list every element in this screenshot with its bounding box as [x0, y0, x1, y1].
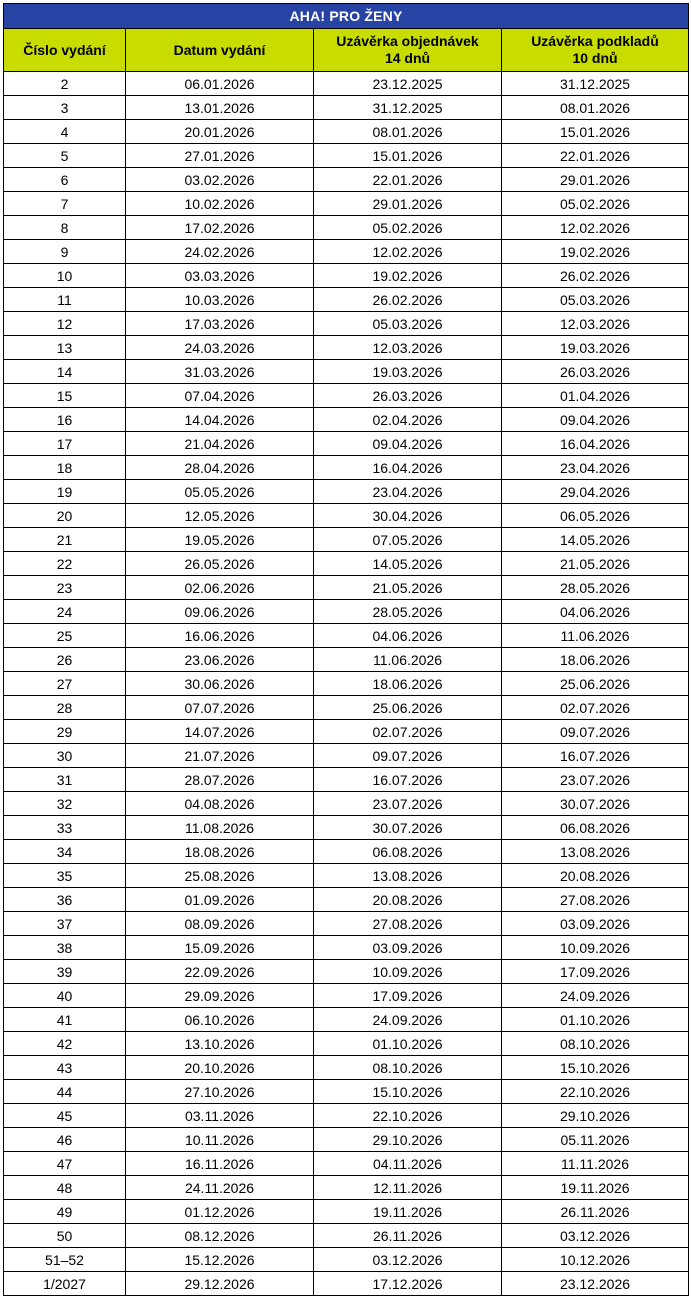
cell-issue-number: 45	[4, 1104, 126, 1128]
cell-issue-number: 20	[4, 504, 126, 528]
header-line: Číslo vydání	[23, 41, 106, 58]
cell-order-deadline: 04.06.2026	[314, 624, 502, 648]
cell-material-deadline: 17.09.2026	[502, 960, 689, 984]
table-row	[4, 120, 689, 144]
cell-material-deadline: 01.10.2026	[502, 1008, 689, 1032]
cell-issue-date: 29.09.2026	[126, 984, 314, 1008]
cell-issue-date: 24.11.2026	[126, 1176, 314, 1200]
table-row	[4, 912, 689, 936]
cell-material-deadline: 12.02.2026	[502, 216, 689, 240]
table-row	[4, 336, 689, 360]
cell-issue-number: 23	[4, 576, 126, 600]
table-row	[4, 552, 689, 576]
cell-issue-date: 28.07.2026	[126, 768, 314, 792]
table-row	[4, 288, 689, 312]
cell-order-deadline: 19.03.2026	[314, 360, 502, 384]
table-row	[4, 1008, 689, 1032]
table-row	[4, 312, 689, 336]
cell-issue-number: 27	[4, 672, 126, 696]
cell-issue-number: 10	[4, 264, 126, 288]
issue-schedule-table	[3, 3, 689, 1296]
cell-issue-date: 17.02.2026	[126, 216, 314, 240]
cell-order-deadline: 04.11.2026	[314, 1152, 502, 1176]
cell-material-deadline: 03.12.2026	[502, 1224, 689, 1248]
table-row	[4, 1056, 689, 1080]
cell-material-deadline: 09.04.2026	[502, 408, 689, 432]
cell-order-deadline: 12.11.2026	[314, 1176, 502, 1200]
cell-order-deadline: 30.04.2026	[314, 504, 502, 528]
cell-material-deadline: 10.12.2026	[502, 1248, 689, 1272]
cell-issue-date: 26.05.2026	[126, 552, 314, 576]
table-row	[4, 264, 689, 288]
cell-issue-date: 29.12.2026	[126, 1272, 314, 1296]
cell-order-deadline: 09.04.2026	[314, 432, 502, 456]
cell-material-deadline: 23.07.2026	[502, 768, 689, 792]
cell-material-deadline: 06.08.2026	[502, 816, 689, 840]
cell-material-deadline: 27.08.2026	[502, 888, 689, 912]
cell-order-deadline: 24.09.2026	[314, 1008, 502, 1032]
cell-issue-date: 01.12.2026	[126, 1200, 314, 1224]
cell-issue-number: 49	[4, 1200, 126, 1224]
cell-issue-number: 24	[4, 600, 126, 624]
cell-order-deadline: 16.04.2026	[314, 456, 502, 480]
cell-issue-date: 03.11.2026	[126, 1104, 314, 1128]
cell-issue-date: 14.04.2026	[126, 408, 314, 432]
cell-order-deadline: 25.06.2026	[314, 696, 502, 720]
cell-issue-date: 28.04.2026	[126, 456, 314, 480]
table-row	[4, 1152, 689, 1176]
cell-issue-number: 9	[4, 240, 126, 264]
cell-order-deadline: 26.11.2026	[314, 1224, 502, 1248]
cell-issue-date: 06.01.2026	[126, 72, 314, 96]
table-row	[4, 1128, 689, 1152]
cell-issue-date: 02.06.2026	[126, 576, 314, 600]
header-subline: 14 dnů	[384, 50, 431, 66]
cell-issue-number: 30	[4, 744, 126, 768]
cell-issue-number: 50	[4, 1224, 126, 1248]
cell-issue-date: 13.10.2026	[126, 1032, 314, 1056]
cell-order-deadline: 12.03.2026	[314, 336, 502, 360]
table-row	[4, 792, 689, 816]
table-row	[4, 648, 689, 672]
cell-material-deadline: 02.07.2026	[502, 696, 689, 720]
cell-issue-number: 38	[4, 936, 126, 960]
table-row	[4, 576, 689, 600]
cell-material-deadline: 26.11.2026	[502, 1200, 689, 1224]
cell-issue-number: 15	[4, 384, 126, 408]
cell-order-deadline: 23.04.2026	[314, 480, 502, 504]
cell-issue-number: 11	[4, 288, 126, 312]
cell-order-deadline: 02.07.2026	[314, 720, 502, 744]
cell-issue-date: 20.01.2026	[126, 120, 314, 144]
cell-issue-date: 17.03.2026	[126, 312, 314, 336]
cell-order-deadline: 23.07.2026	[314, 792, 502, 816]
cell-material-deadline: 26.02.2026	[502, 264, 689, 288]
cell-order-deadline: 20.08.2026	[314, 888, 502, 912]
cell-issue-date: 20.10.2026	[126, 1056, 314, 1080]
table-row	[4, 240, 689, 264]
table-row	[4, 1104, 689, 1128]
cell-order-deadline: 19.11.2026	[314, 1200, 502, 1224]
cell-material-deadline: 01.04.2026	[502, 384, 689, 408]
cell-issue-date: 11.08.2026	[126, 816, 314, 840]
cell-order-deadline: 29.10.2026	[314, 1128, 502, 1152]
cell-issue-number: 43	[4, 1056, 126, 1080]
cell-order-deadline: 02.04.2026	[314, 408, 502, 432]
cell-issue-number: 36	[4, 888, 126, 912]
header-issue-date	[126, 29, 314, 72]
cell-issue-number: 44	[4, 1080, 126, 1104]
cell-material-deadline: 23.12.2026	[502, 1272, 689, 1296]
cell-material-deadline: 25.06.2026	[502, 672, 689, 696]
cell-issue-date: 18.08.2026	[126, 840, 314, 864]
cell-issue-date: 15.12.2026	[126, 1248, 314, 1272]
cell-issue-number: 5	[4, 144, 126, 168]
table-row	[4, 600, 689, 624]
cell-material-deadline: 22.10.2026	[502, 1080, 689, 1104]
cell-issue-number: 51–52	[4, 1248, 126, 1272]
cell-order-deadline: 17.12.2026	[314, 1272, 502, 1296]
cell-issue-number: 31	[4, 768, 126, 792]
table-row	[4, 672, 689, 696]
cell-material-deadline: 31.12.2025	[502, 72, 689, 96]
cell-material-deadline: 23.04.2026	[502, 456, 689, 480]
cell-issue-number: 46	[4, 1128, 126, 1152]
table-row	[4, 1080, 689, 1104]
cell-material-deadline: 24.09.2026	[502, 984, 689, 1008]
cell-order-deadline: 03.09.2026	[314, 936, 502, 960]
cell-order-deadline: 09.07.2026	[314, 744, 502, 768]
schedule-sheet	[3, 3, 688, 1296]
cell-issue-date: 08.12.2026	[126, 1224, 314, 1248]
cell-issue-date: 24.03.2026	[126, 336, 314, 360]
cell-issue-date: 15.09.2026	[126, 936, 314, 960]
cell-material-deadline: 04.06.2026	[502, 600, 689, 624]
cell-issue-date: 24.02.2026	[126, 240, 314, 264]
cell-issue-number: 48	[4, 1176, 126, 1200]
cell-issue-date: 16.06.2026	[126, 624, 314, 648]
cell-order-deadline: 30.07.2026	[314, 816, 502, 840]
cell-issue-date: 03.03.2026	[126, 264, 314, 288]
cell-issue-date: 27.10.2026	[126, 1080, 314, 1104]
cell-order-deadline: 22.01.2026	[314, 168, 502, 192]
cell-order-deadline: 12.02.2026	[314, 240, 502, 264]
cell-issue-date: 10.02.2026	[126, 192, 314, 216]
cell-order-deadline: 15.10.2026	[314, 1080, 502, 1104]
cell-issue-number: 12	[4, 312, 126, 336]
cell-material-deadline: 06.05.2026	[502, 504, 689, 528]
cell-material-deadline: 21.05.2026	[502, 552, 689, 576]
cell-order-deadline: 01.10.2026	[314, 1032, 502, 1056]
cell-issue-number: 7	[4, 192, 126, 216]
cell-issue-number: 34	[4, 840, 126, 864]
table-row	[4, 960, 689, 984]
table-row	[4, 720, 689, 744]
cell-issue-number: 4	[4, 120, 126, 144]
cell-issue-date: 30.06.2026	[126, 672, 314, 696]
cell-material-deadline: 16.07.2026	[502, 744, 689, 768]
title-row	[4, 4, 689, 29]
cell-material-deadline: 29.01.2026	[502, 168, 689, 192]
cell-issue-number: 22	[4, 552, 126, 576]
table-row	[4, 360, 689, 384]
cell-issue-number: 35	[4, 864, 126, 888]
cell-order-deadline: 16.07.2026	[314, 768, 502, 792]
cell-issue-date: 10.11.2026	[126, 1128, 314, 1152]
cell-material-deadline: 29.04.2026	[502, 480, 689, 504]
cell-order-deadline: 19.02.2026	[314, 264, 502, 288]
cell-issue-number: 37	[4, 912, 126, 936]
cell-order-deadline: 05.02.2026	[314, 216, 502, 240]
cell-order-deadline: 28.05.2026	[314, 600, 502, 624]
cell-issue-date: 23.06.2026	[126, 648, 314, 672]
table-row	[4, 744, 689, 768]
cell-material-deadline: 15.10.2026	[502, 1056, 689, 1080]
cell-issue-date: 19.05.2026	[126, 528, 314, 552]
cell-order-deadline: 08.10.2026	[314, 1056, 502, 1080]
cell-issue-number: 19	[4, 480, 126, 504]
cell-issue-date: 14.07.2026	[126, 720, 314, 744]
cell-order-deadline: 11.06.2026	[314, 648, 502, 672]
header-line: Uzávěrka podkladů	[531, 33, 659, 49]
table-row	[4, 384, 689, 408]
cell-order-deadline: 06.08.2026	[314, 840, 502, 864]
cell-issue-date: 13.01.2026	[126, 96, 314, 120]
cell-issue-date: 03.02.2026	[126, 168, 314, 192]
cell-material-deadline: 11.06.2026	[502, 624, 689, 648]
cell-issue-number: 47	[4, 1152, 126, 1176]
cell-order-deadline: 10.09.2026	[314, 960, 502, 984]
cell-material-deadline: 20.08.2026	[502, 864, 689, 888]
cell-material-deadline: 19.03.2026	[502, 336, 689, 360]
table-body	[4, 72, 689, 1296]
cell-issue-number: 13	[4, 336, 126, 360]
cell-issue-number: 16	[4, 408, 126, 432]
cell-issue-date: 21.04.2026	[126, 432, 314, 456]
cell-material-deadline: 13.08.2026	[502, 840, 689, 864]
cell-issue-number: 32	[4, 792, 126, 816]
cell-issue-date: 10.03.2026	[126, 288, 314, 312]
cell-order-deadline: 17.09.2026	[314, 984, 502, 1008]
cell-issue-number: 2	[4, 72, 126, 96]
table-row	[4, 456, 689, 480]
cell-material-deadline: 19.11.2026	[502, 1176, 689, 1200]
cell-material-deadline: 09.07.2026	[502, 720, 689, 744]
cell-material-deadline: 28.05.2026	[502, 576, 689, 600]
table-row	[4, 168, 689, 192]
cell-material-deadline: 29.10.2026	[502, 1104, 689, 1128]
cell-material-deadline: 08.10.2026	[502, 1032, 689, 1056]
cell-issue-date: 09.06.2026	[126, 600, 314, 624]
table-row	[4, 1032, 689, 1056]
cell-material-deadline: 26.03.2026	[502, 360, 689, 384]
cell-material-deadline: 22.01.2026	[502, 144, 689, 168]
cell-order-deadline: 26.03.2026	[314, 384, 502, 408]
cell-material-deadline: 18.06.2026	[502, 648, 689, 672]
cell-issue-number: 1/2027	[4, 1272, 126, 1296]
table-row	[4, 96, 689, 120]
cell-issue-date: 07.04.2026	[126, 384, 314, 408]
table-row	[4, 1224, 689, 1248]
table-row	[4, 216, 689, 240]
table-row	[4, 72, 689, 96]
cell-order-deadline: 14.05.2026	[314, 552, 502, 576]
cell-issue-number: 41	[4, 1008, 126, 1032]
cell-material-deadline: 05.11.2026	[502, 1128, 689, 1152]
cell-issue-number: 39	[4, 960, 126, 984]
cell-issue-date: 04.08.2026	[126, 792, 314, 816]
cell-issue-number: 40	[4, 984, 126, 1008]
header-issue-number	[4, 29, 126, 72]
cell-material-deadline: 15.01.2026	[502, 120, 689, 144]
cell-material-deadline: 30.07.2026	[502, 792, 689, 816]
cell-issue-date: 27.01.2026	[126, 144, 314, 168]
cell-material-deadline: 03.09.2026	[502, 912, 689, 936]
cell-issue-number: 28	[4, 696, 126, 720]
cell-issue-date: 21.07.2026	[126, 744, 314, 768]
cell-issue-date: 12.05.2026	[126, 504, 314, 528]
table-row	[4, 1272, 689, 1296]
cell-order-deadline: 08.01.2026	[314, 120, 502, 144]
header-row	[4, 29, 689, 72]
table-row	[4, 864, 689, 888]
header-subline: 10 dnů	[572, 50, 618, 66]
cell-order-deadline: 05.03.2026	[314, 312, 502, 336]
cell-issue-number: 21	[4, 528, 126, 552]
cell-order-deadline: 22.10.2026	[314, 1104, 502, 1128]
header-material-deadline	[502, 29, 689, 72]
cell-material-deadline: 14.05.2026	[502, 528, 689, 552]
cell-issue-date: 16.11.2026	[126, 1152, 314, 1176]
cell-issue-number: 18	[4, 456, 126, 480]
table-row	[4, 528, 689, 552]
table-row	[4, 432, 689, 456]
cell-order-deadline: 23.12.2025	[314, 72, 502, 96]
cell-material-deadline: 19.02.2026	[502, 240, 689, 264]
cell-issue-number: 6	[4, 168, 126, 192]
cell-issue-date: 05.05.2026	[126, 480, 314, 504]
cell-issue-number: 42	[4, 1032, 126, 1056]
cell-order-deadline: 15.01.2026	[314, 144, 502, 168]
table-row	[4, 504, 689, 528]
cell-order-deadline: 27.08.2026	[314, 912, 502, 936]
cell-issue-number: 29	[4, 720, 126, 744]
cell-issue-number: 14	[4, 360, 126, 384]
table-title: AHA! PRO ŽENY	[4, 4, 689, 29]
cell-issue-date: 06.10.2026	[126, 1008, 314, 1032]
cell-order-deadline: 07.05.2026	[314, 528, 502, 552]
header-line: Uzávěrka objednávek	[336, 33, 479, 49]
table-row	[4, 192, 689, 216]
table-row	[4, 480, 689, 504]
table-row	[4, 840, 689, 864]
cell-issue-number: 26	[4, 648, 126, 672]
cell-issue-date: 07.07.2026	[126, 696, 314, 720]
cell-issue-number: 25	[4, 624, 126, 648]
table-row	[4, 816, 689, 840]
cell-material-deadline: 11.11.2026	[502, 1152, 689, 1176]
table-row	[4, 1200, 689, 1224]
cell-issue-number: 3	[4, 96, 126, 120]
table-row	[4, 624, 689, 648]
cell-order-deadline: 21.05.2026	[314, 576, 502, 600]
cell-issue-date: 31.03.2026	[126, 360, 314, 384]
cell-issue-date: 22.09.2026	[126, 960, 314, 984]
header-line: Datum vydání	[173, 41, 266, 58]
cell-order-deadline: 29.01.2026	[314, 192, 502, 216]
cell-material-deadline: 05.03.2026	[502, 288, 689, 312]
table-row	[4, 936, 689, 960]
table-row	[4, 984, 689, 1008]
cell-issue-date: 08.09.2026	[126, 912, 314, 936]
table-row	[4, 1248, 689, 1272]
cell-order-deadline: 18.06.2026	[314, 672, 502, 696]
cell-material-deadline: 16.04.2026	[502, 432, 689, 456]
table-row	[4, 888, 689, 912]
table-row	[4, 408, 689, 432]
table-row	[4, 696, 689, 720]
cell-issue-number: 33	[4, 816, 126, 840]
cell-material-deadline: 12.03.2026	[502, 312, 689, 336]
header-order-deadline	[314, 29, 502, 72]
table-row	[4, 144, 689, 168]
cell-order-deadline: 31.12.2025	[314, 96, 502, 120]
cell-issue-number: 17	[4, 432, 126, 456]
cell-order-deadline: 13.08.2026	[314, 864, 502, 888]
cell-material-deadline: 10.09.2026	[502, 936, 689, 960]
cell-material-deadline: 05.02.2026	[502, 192, 689, 216]
cell-material-deadline: 08.01.2026	[502, 96, 689, 120]
cell-issue-date: 25.08.2026	[126, 864, 314, 888]
cell-order-deadline: 03.12.2026	[314, 1248, 502, 1272]
table-row	[4, 768, 689, 792]
table-row	[4, 1176, 689, 1200]
cell-issue-date: 01.09.2026	[126, 888, 314, 912]
cell-issue-number: 8	[4, 216, 126, 240]
cell-order-deadline: 26.02.2026	[314, 288, 502, 312]
